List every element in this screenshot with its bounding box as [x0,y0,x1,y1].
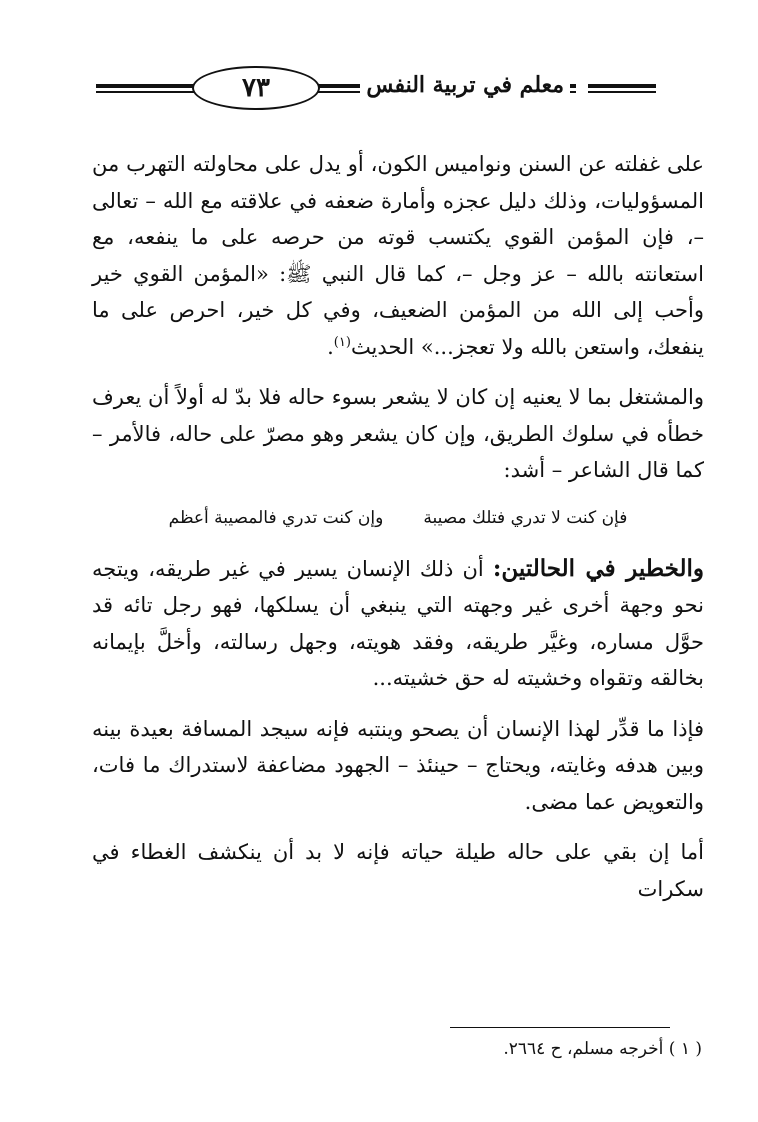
paragraph-4: فإذا ما قدِّر لهذا الإنسان أن يصحو وينتبه فإنه سيجد المسافة بعيدة بينه وبين هدفه وغايته، ويحتاج – حينئذ – الجهود مضاعفة لاستدراك ما فات، والتعويض عما مضى. [92,716,704,814]
paragraph-5: أما إن بقي على حاله طيلة حياته فإنه لا بد أن ينكشف الغطاء في سكرات [92,840,704,901]
paragraph-3-text: أن ذلك الإنسان يسير في غير طريقه، ويتجه نحو وجهة أخرى غير وجهته التي ينبغي أن يسلكها، فهو رجل تائه قد حوَّل مساره، وغيَّر طريقه، وفقد هويته، وجهل رسالته، وأخلَّ بإيمانه بخالقه وتقواه وخشيته له حق خشيته... [92,556,704,690]
running-title-text: معلم في تربية النفس [360,72,570,98]
body-text [92,146,704,921]
footnote: ( ١ ) أخرجه مسلم، ح ٢٦٦٤. [503,1039,702,1059]
paragraph-2: والمشتغل بما لا يعنيه إن كان لا يشعر بسوء حاله فلا بدّ له أولاً أن يعرف خطأه في سلوك الطريق، وإن كان يشعر وهو مصرّ على حاله، فالأمر – كما قال الشاعر – أشد: [92,385,704,482]
footnote-divider [450,1027,670,1028]
verse-hemistich-2: وإن كنت تدري فالمصيبة أعظم [168,507,384,528]
paragraph-1-text: على غفلته عن السنن ونواميس الكون، أو يدل على محاولته التهرب من المسؤوليات، وذلك دليل عجزه وأمارة ضعفه في علاقته مع الله – تعالى –، فإن المؤمن القوي يكتسب قوته من حرصه على ما ينفعه، مع استعانته بالله – عز وجل –، كما قال النبي ﷺ: «المؤمن القوي خير وأحب إلى الله من المؤمن الضعيف، وفي كل خير، احرص على ما ينفعك، واستعن بالله ولا تعجز...» الحديث [92,152,704,359]
verse-hemistich-1: فإن كنت لا تدري فتلك مصيبة [423,507,628,528]
page-number: ٧٣ [192,66,320,110]
paragraph-1: على غفلته عن السنن ونواميس الكون، أو يدل على محاولته التهرب من المسؤوليات، وذلك دليل عجزه وأمارة ضعفه في علاقته مع الله – تعالى –، فإن المؤمن القوي يكتسب قوته من حرصه على ما ينفعه، مع استعانته بالله – عز وجل –، كما قال النبي ﷺ: «المؤمن القوي خير وأحب إلى الله من المؤمن الضعيف، وفي كل خير، احرص على ما ينفعك، واستعن بالله ولا تعجز...» الحديث$^{(١)}$. [92,152,704,359]
header-rule-right [588,84,656,93]
paragraph-3 [92,551,704,697]
poetry-verse [92,503,704,533]
paragraph-3-lead: والخطير في الحالتين: [492,554,704,582]
header-rule-left [96,84,200,93]
footnote-reference: (١) [333,334,351,350]
page-header [96,64,656,114]
